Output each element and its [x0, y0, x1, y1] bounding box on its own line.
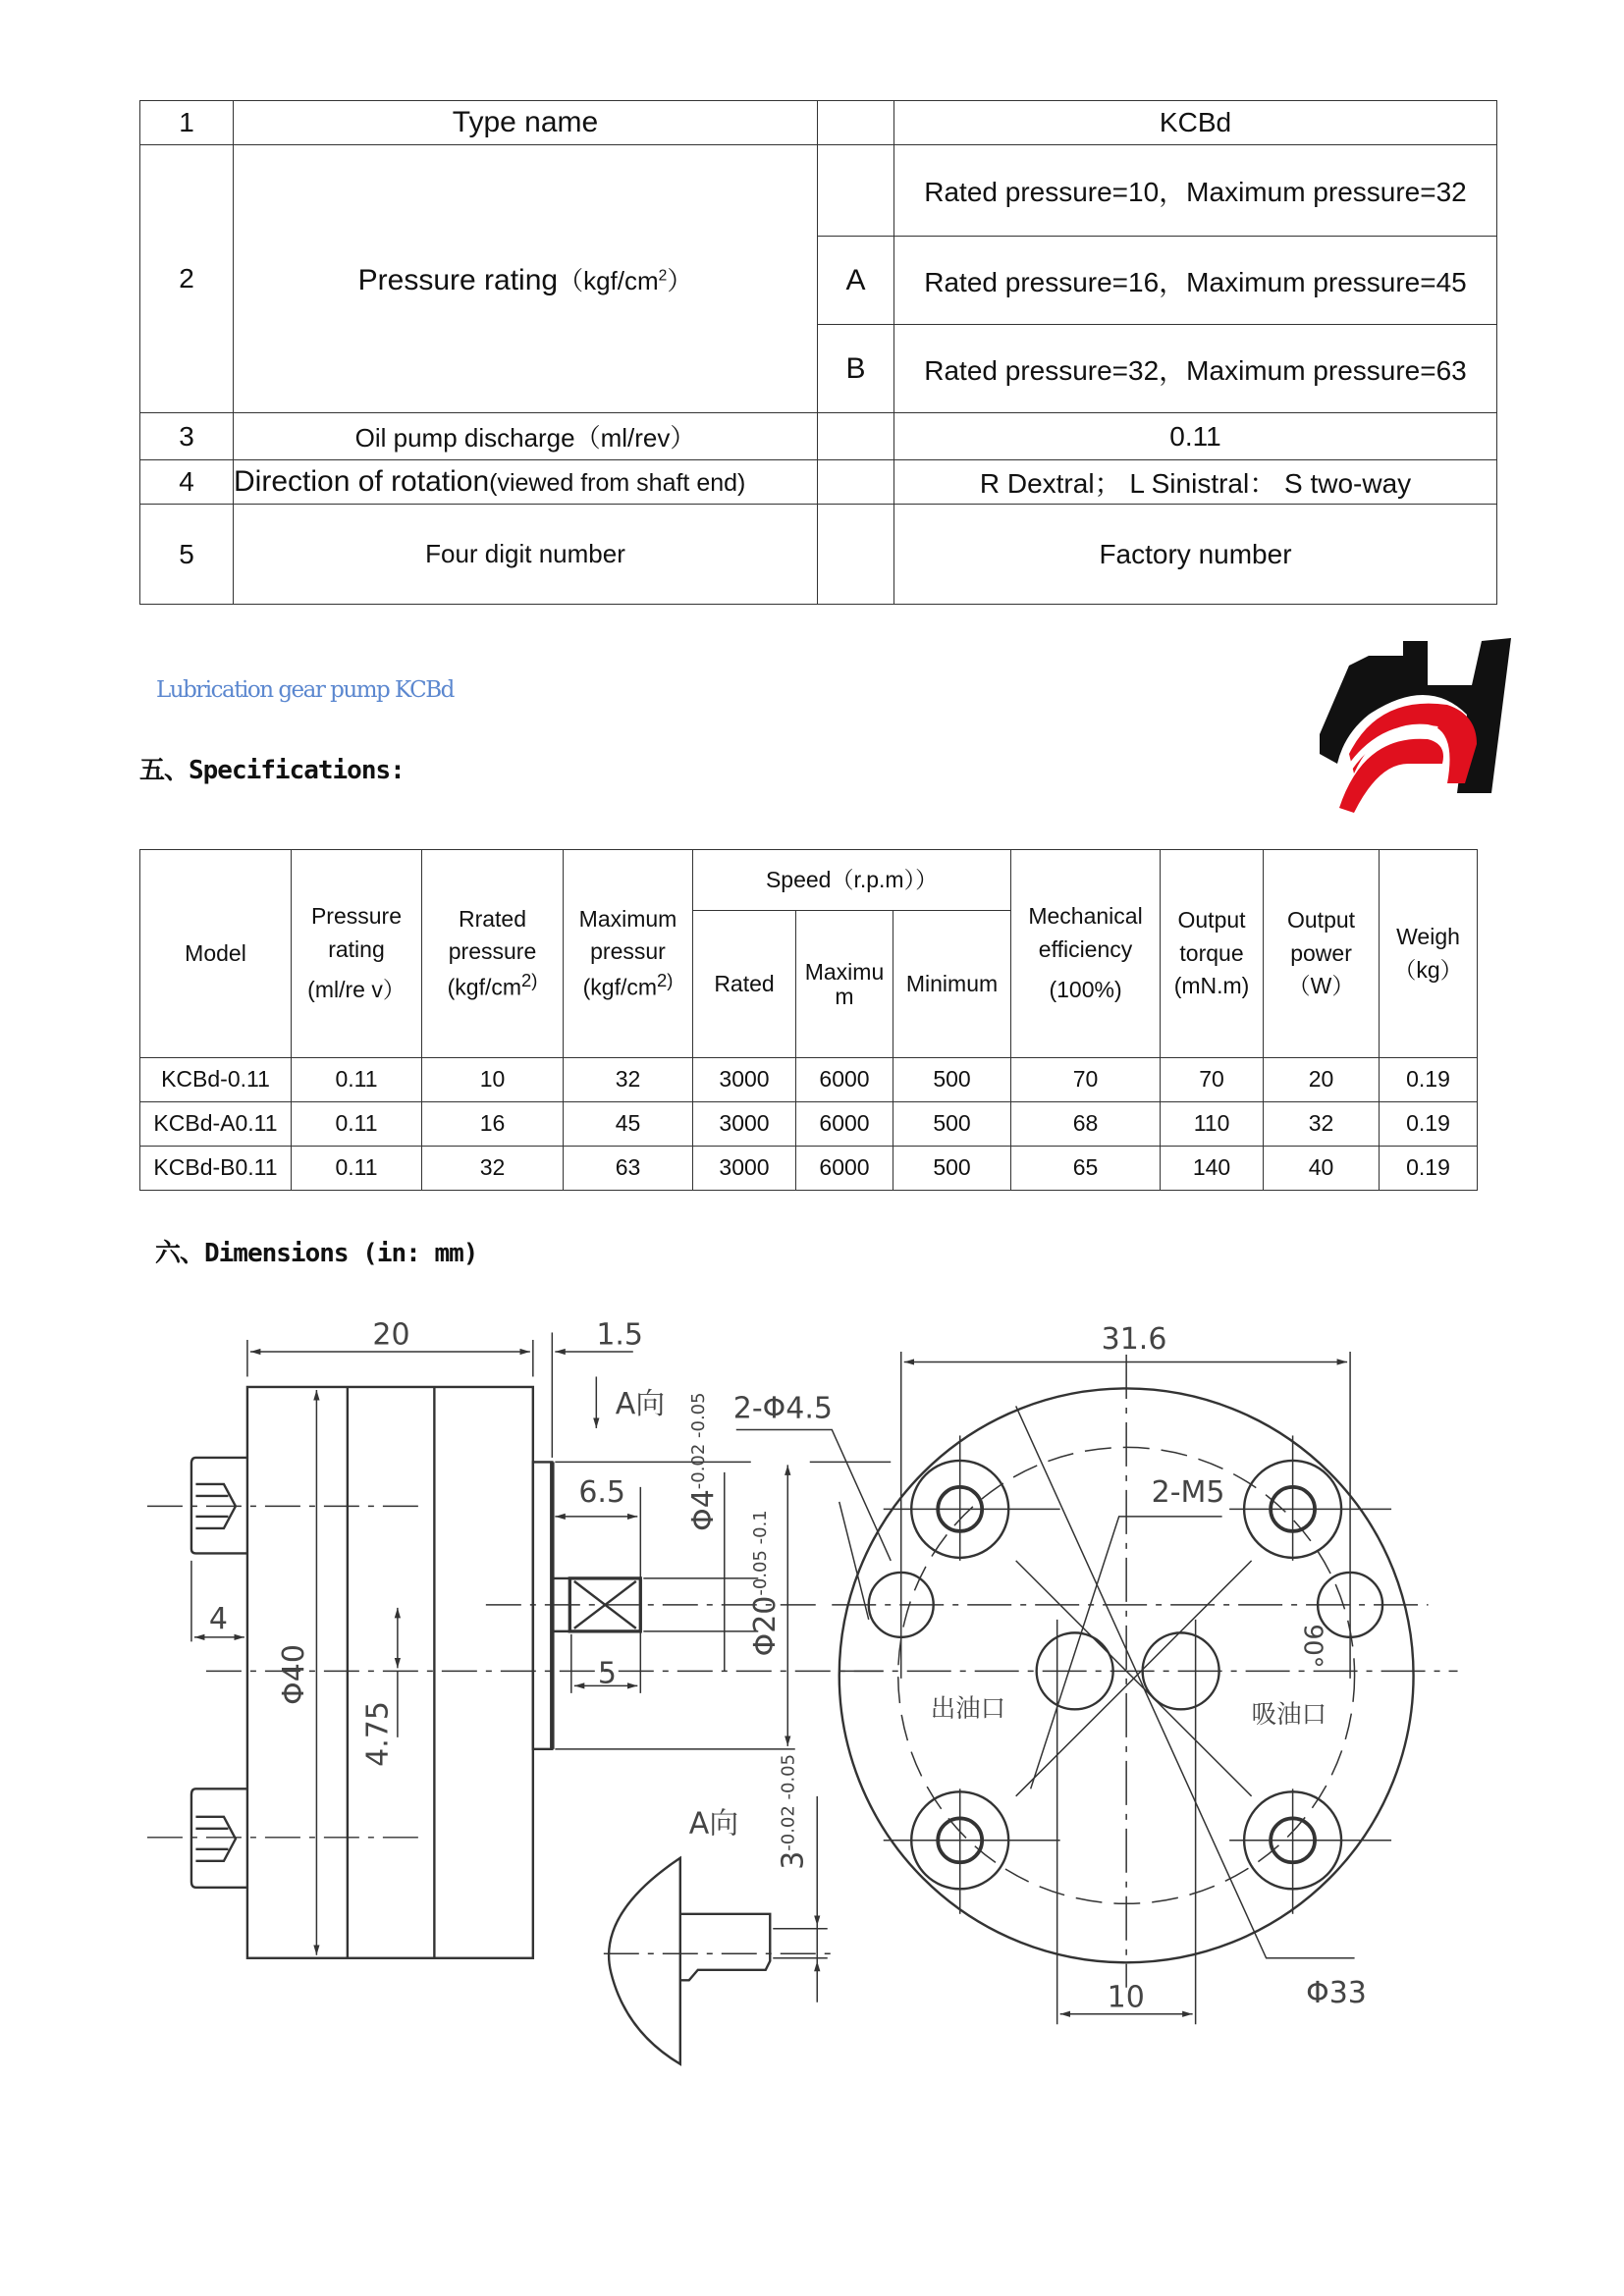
value-cell: 16: [422, 1102, 564, 1147]
header-line: pressure: [448, 938, 537, 964]
unit-text: (kgf/cm: [447, 975, 522, 1000]
header-line: （W）: [1287, 973, 1355, 999]
value-cell: 32: [422, 1147, 564, 1191]
row-label: Type name: [234, 101, 818, 145]
outlet-label: 出油口: [930, 1693, 1006, 1724]
value-cell: 63: [564, 1147, 693, 1191]
row-value: Rated pressure=16，Maximum pressure=45: [894, 237, 1497, 325]
view-a-detail-label: A向: [688, 1806, 739, 1842]
value-cell: 110: [1161, 1102, 1264, 1147]
row-number: 1: [140, 101, 234, 145]
value-cell: 70: [1161, 1058, 1264, 1102]
dim-1-5: 1.5: [596, 1317, 644, 1353]
view-a-label: A向: [615, 1386, 666, 1421]
value-cell: 6000: [796, 1102, 893, 1147]
header-model: Model: [140, 850, 292, 1058]
value-cell: 500: [893, 1147, 1011, 1191]
header-line: （kg）: [1393, 956, 1463, 983]
value-cell: 0.19: [1380, 1058, 1478, 1102]
model-cell: KCBd-B0.11: [140, 1147, 292, 1191]
header-speed-max: Maximu m: [796, 911, 893, 1058]
header-line: torque: [1179, 939, 1244, 966]
header-speed-rated: Rated: [693, 911, 796, 1058]
header-line: Maximum: [578, 905, 677, 932]
dim-4: 4: [208, 1601, 229, 1636]
unit-post: ）: [667, 265, 693, 295]
end-view: [832, 1352, 1457, 2024]
row-value: Rated pressure=32，Maximum pressure=63: [894, 325, 1497, 413]
value-cell: 70: [1011, 1058, 1161, 1102]
tolerance: -0.05 -0.1: [749, 1510, 771, 1596]
inlet-label: 吸油口: [1251, 1699, 1327, 1730]
dim-3-text: 3: [776, 1850, 811, 1870]
value-cell: 40: [1264, 1147, 1380, 1191]
value-cell: 0.19: [1380, 1147, 1478, 1191]
dim-4-75: 4.75: [360, 1701, 396, 1767]
value-cell: 3000: [693, 1102, 796, 1147]
unit-sup: 2): [521, 970, 538, 991]
row-number: 4: [140, 460, 234, 505]
side-view: [147, 1332, 891, 2063]
value-cell: 0.19: [1380, 1102, 1478, 1147]
value-cell: 140: [1161, 1147, 1264, 1191]
tolerance: -0.02 -0.05: [778, 1753, 799, 1851]
angle-90: 90°: [1297, 1624, 1327, 1669]
row-number: 3: [140, 413, 234, 460]
header-line: Output: [1287, 907, 1356, 934]
unit-pre: （kgf/cm: [558, 265, 659, 295]
tolerance: -0.02 -0.05: [687, 1392, 709, 1490]
value-cell: 0.11: [292, 1147, 422, 1191]
dim-6-5: 6.5: [578, 1474, 626, 1510]
unit-sup: 2: [658, 266, 668, 284]
row-code: B: [818, 325, 894, 413]
dim-phi20: [748, 1510, 783, 1656]
row-value: 0.11: [894, 413, 1497, 460]
header-speed-min: Minimum: [893, 911, 1011, 1058]
header-line: power: [1290, 939, 1352, 966]
row-label: Four digit number: [234, 505, 818, 605]
header-line: Pressure: [310, 903, 403, 930]
thread-2-m5: 2-M5: [1151, 1474, 1225, 1510]
value-cell: 3000: [693, 1058, 796, 1102]
value-cell: 6000: [796, 1058, 893, 1102]
value-cell: 65: [1011, 1147, 1161, 1191]
value-cell: 10: [422, 1058, 564, 1102]
header-line: (ml/re v）: [307, 977, 406, 1003]
section-title-specifications: 五、Specifications:: [139, 756, 405, 785]
label-main: Direction of rotation: [234, 465, 490, 498]
value-cell: 68: [1011, 1102, 1161, 1147]
value-cell: 0.11: [292, 1102, 422, 1147]
row-code: A: [818, 237, 894, 325]
value-cell: 32: [1264, 1102, 1380, 1147]
value-cell: 6000: [796, 1147, 893, 1191]
value-cell: 500: [893, 1058, 1011, 1102]
dim-5: 5: [597, 1656, 617, 1691]
label-small: (viewed from shaft end): [489, 469, 746, 497]
label-text: Pressure rating: [357, 263, 559, 296]
value-cell: 32: [564, 1058, 693, 1102]
header-speed: Speed（r.p.m））: [693, 850, 1011, 911]
dim-3: [776, 1754, 810, 1870]
row-value: R Dextral； L Sinistral： S two-way: [894, 460, 1497, 505]
unit-sup: 2): [657, 970, 674, 991]
row-label: Oil pump discharge（ml/rev）: [234, 413, 818, 460]
document-caption: Lubrication gear pump KCBd: [156, 677, 454, 703]
row-value: Factory number: [894, 505, 1497, 605]
header-line: Mechanical: [1028, 903, 1143, 930]
dim-20: 20: [372, 1317, 410, 1353]
value-cell: 20: [1264, 1058, 1380, 1102]
dim-2-phi4-5: 2-Φ4.5: [732, 1391, 833, 1426]
header-line: Weigh: [1396, 924, 1460, 950]
header-line: (mN.m): [1173, 973, 1250, 999]
model-cell: KCBd-A0.11: [140, 1102, 292, 1147]
row-value: KCBd: [894, 101, 1497, 145]
section-title-dimensions: 六、Dimensions (in: mm): [155, 1239, 478, 1268]
header-line: rating: [328, 935, 385, 962]
row-value: Rated pressure=10，Maximum pressure=32: [894, 145, 1497, 237]
header-line: (100%): [1049, 977, 1122, 1003]
dim-phi40: Φ40: [276, 1644, 311, 1705]
header-line: Rrated: [458, 905, 527, 932]
model-cell: KCBd-0.11: [140, 1058, 292, 1102]
header-line: Output: [1177, 907, 1246, 934]
value-cell: 45: [564, 1102, 693, 1147]
dim-phi33: Φ33: [1306, 1975, 1367, 2010]
dim-phi20-text: Φ20: [747, 1595, 783, 1657]
unit-text: (kgf/cm: [582, 975, 658, 1000]
header-line: pressur: [590, 938, 666, 964]
dim-31-6: 31.6: [1101, 1321, 1167, 1357]
value-cell: 0.11: [292, 1058, 422, 1102]
value-cell: 500: [893, 1102, 1011, 1147]
row-number: 5: [140, 505, 234, 605]
dim-phi4-text: Φ4: [685, 1489, 721, 1531]
dim-10: 10: [1107, 1980, 1145, 2015]
bolt-head: [191, 1458, 247, 1553]
header-line: efficiency: [1038, 935, 1133, 962]
row-number: 2: [140, 145, 234, 413]
value-cell: 3000: [693, 1147, 796, 1191]
